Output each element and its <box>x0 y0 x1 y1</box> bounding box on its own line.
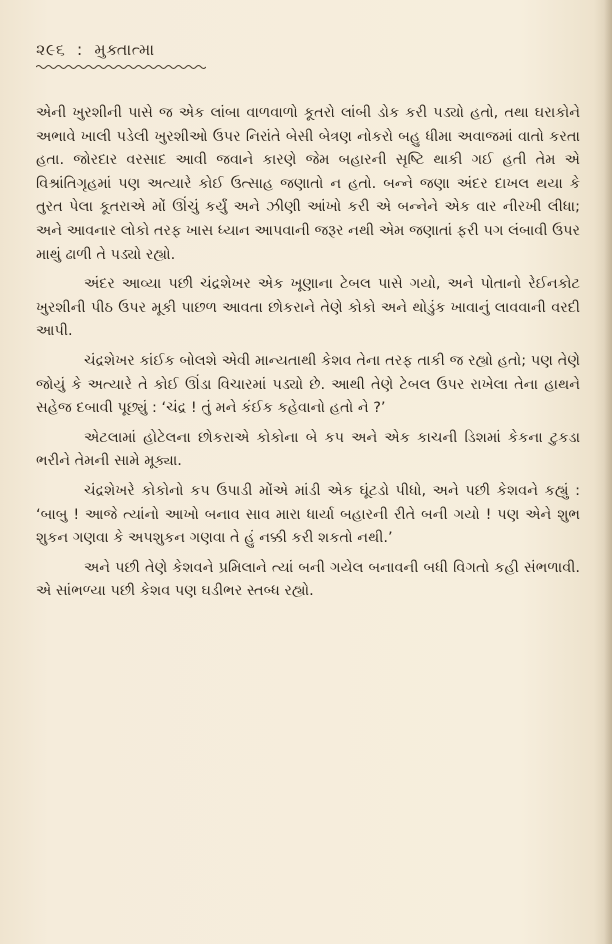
paragraph-6: અને પછી તેણે કેશવને પ્રમિલાને ત્યાં બની ગયેલ બનાવની બધી વિગતો કહી સંભળાવી. એ સાંભળ્યા પછી કેશવ પણ ઘડીભર સ્તબ્ધ રહ્યો. <box>36 559 580 600</box>
running-header <box>36 40 155 60</box>
paragraph-2: અંદર આવ્યા પછી ચંદ્રશેખર એક ખૂણાના ટેબલ પાસે ગયો, અને પોતાનો રેઈનકોટ ખુરશીની પીઠ ઉપર મૂકી પાછળ આવતા છોકરાને તેણે કોકો અને થોડુંક ખાવાનું લાવવાની વરદી આપી. <box>36 276 580 340</box>
paragraph-5: ચંદ્રશેખરે કોકોનો કપ ઉપાડી મોંએ માંડી એક ઘૂંટડો પીધો, અને પછી કેશવને કહ્યું : ‘બાબુ ! આજે ત્યાંનો આખો બનાવ સાવ મારા ધાર્યા બહારની રીતે બની ગયો ! પણ એને શુભ શુકન ગણવા કે અપશુકન ગણવા તે હું નક્કી કરી શકતો નથી.’ <box>36 482 580 547</box>
book-title: મુક્તાત્મા <box>94 40 155 59</box>
paragraph-1: એની ખુરશીની પાસે જ એક લાંબા વાળવાળો કૂતરો લાંબી ડોક કરી પડ્યો હતો, તથા ઘરાકોને અભાવે ખાલી પડેલી ખુરશીઓ ઉપર નિરાંતે બેસી બેત્રણ નોકરો બહુ ધીમા અવાજમાં વાતો કરતા હતા. જોરદાર વરસાદ આવી જવાને કારણે જેમ બહારની સૃષ્ટિ થાકી ગઈ હતી તેમ એ વિશ્રાંતિગૃહમાં પણ અત્યારે કોઈ ઉત્સાહ જણાતો ન હતો. બન્ને જણા અંદર દાખલ થયા કે તુરત પેલા કૂતરાએ મોં ઊંચું કર્યું અને ઝીણી આંખો કરી એ બન્નેને એક વાર નીરખી લીધા; અને આવનાર લોકો તરફ ખાસ ધ્યાન આપવાની જરૂર નથી એમ જણાતાં ફરી પગ લંબાવી ઉપર માથું ઢાળી તે પડ્યો રહ્યો. <box>36 105 580 263</box>
header-separator: : <box>76 40 83 59</box>
page-edge-shadow <box>604 0 612 944</box>
paragraph-4: એટલામાં હોટેલના છોકરાએ કોકોના બે કપ અને એક કાચની ડિશમાં કેકના ટુકડા ભરીને તેમની સામે મૂક્યા. <box>36 429 580 470</box>
header-wavy-rule <box>36 64 206 70</box>
body-text <box>36 102 580 604</box>
page-number: ૨૯૬ <box>36 40 66 59</box>
paragraph-3: ચંદ્રશેખર કાંઈક બોલશે એવી માન્યતાથી કેશવ તેના તરફ તાકી જ રહ્યો હતો; પણ તેણે જોયું કે અત્યારે તે કોઈ ઊંડા વિચારમાં પડ્યો છે. આથી તેણે ટેબલ ઉપર રાખેલા તેના હાથને સહેજ દબાવી પૂછ્યું : ‘ચંદ્ર ! તું મને કંઈક કહેવાનો હતો ને ?’ <box>36 352 580 417</box>
